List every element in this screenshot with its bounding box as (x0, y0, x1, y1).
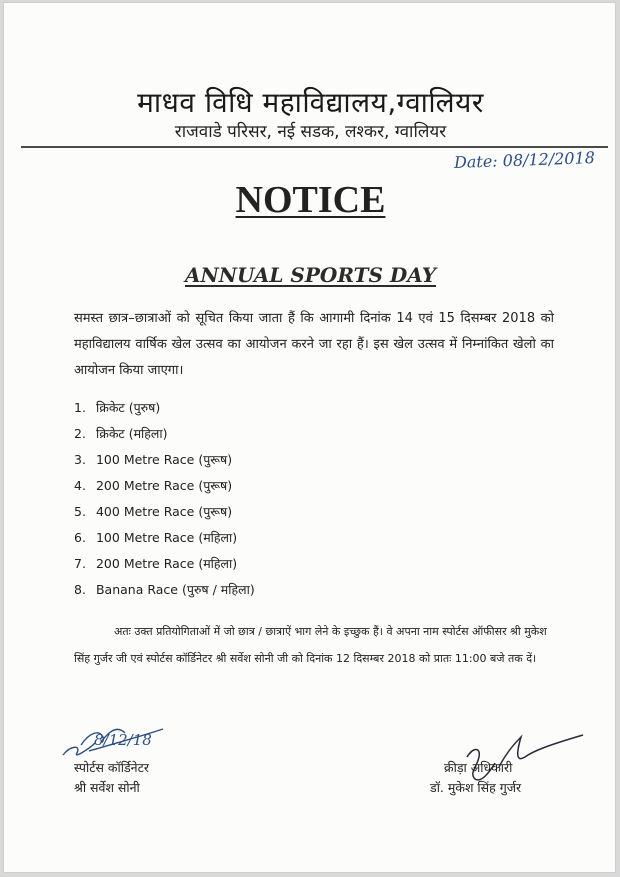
event-item: 3. 100 Metre Race (पुरूष) (74, 452, 233, 467)
intro-paragraph: समस्त छात्र–छात्राओं को सूचित किया जाता हैं कि आगामी दिनांक 14 एवं 15 दिसम्बर 2018 को महाविद्यालय वार्षिक खेल उत्सव का आयोजन करने जा रहा हैं। इस खेल उत्सव में निम्नांकित खेलो का आयोजन किया जाएगा। (74, 311, 554, 378)
officer-name: डॉ. मुकेश सिंह गुर्जर (430, 780, 522, 795)
college-name: माधव विधि महाविद्यालय,ग्वालियर (137, 86, 484, 119)
event-item: 4. 200 Metre Race (पुरूष) (74, 478, 233, 493)
officer-block (430, 758, 521, 798)
handwritten-date: Date: 08/12/2018 (453, 148, 596, 172)
event-item: 7. 200 Metre Race (महिला) (74, 556, 238, 571)
events-list (74, 395, 255, 603)
coordinator-block (74, 758, 149, 798)
coordinator-title: स्पोर्टस कॉर्डिनेटर (74, 760, 150, 775)
college-address: राजवाडे परिसर, नई सडक, लश्कर, ग्वालियर (174, 122, 447, 142)
header-divider (21, 146, 608, 148)
event-item: 8. Banana Race (पुरुष / महिला) (74, 582, 255, 597)
coordinator-name: श्री सर्वेश सोनी (74, 780, 140, 795)
event-item: 1. क्रिकेट (पुरुष) (74, 400, 161, 415)
event-item: 2. क्रिकेट (महिला) (74, 426, 168, 441)
notice-title: NOTICE (235, 179, 386, 221)
officer-title: क्रीड़ा अधिकारी (444, 760, 513, 775)
event-item: 5. 400 Metre Race (पुरूष) (74, 504, 233, 519)
event-item: 6. 100 Metre Race (महिला) (74, 530, 238, 545)
closing-paragraph: अतः उक्त प्रतियोगिताओं में जो छात्र / छात्राऐं भाग लेने के इच्छुक हैं। वे अपना नाम स्पोर्टस ऑफीसर श्री मुकेश सिंह गुर्जर जी एवं स्पोर्टस कॉर्डिनेटर श्री सर्वेश सोनी जी को दिनांक 12 दिसम्बर 2018 को प्रातः 11:00 बजे तक दें। (74, 625, 547, 665)
coordinator-signature-date: 8/12/18 (94, 731, 152, 749)
notice-sheet (3, 2, 616, 873)
notice-subtitle: ANNUAL SPORTS DAY (184, 263, 437, 287)
